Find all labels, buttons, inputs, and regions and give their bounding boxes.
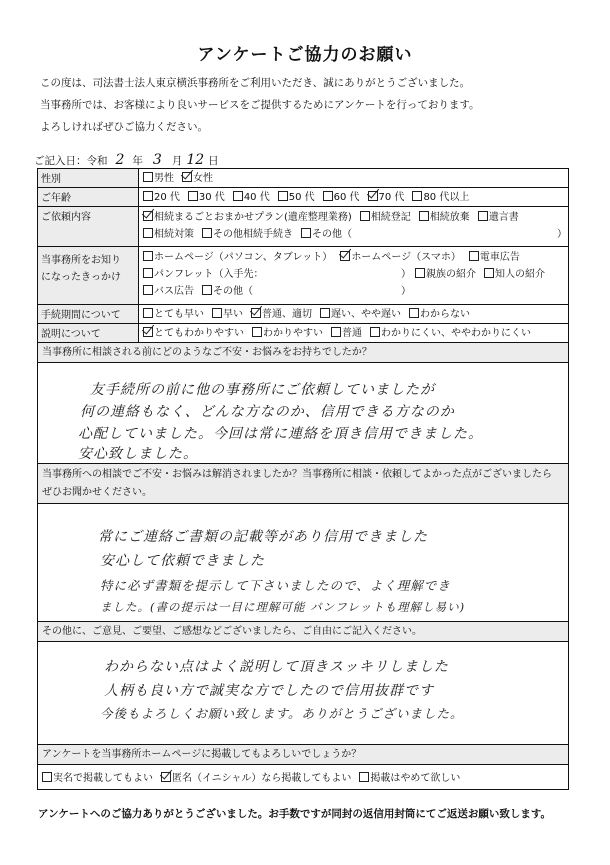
answer-3[interactable] bbox=[38, 642, 568, 745]
answer-1-line-2: 何の連絡もなく、どんな方なのか、信用できる方なのか bbox=[80, 404, 455, 420]
checkbox-checked[interactable] bbox=[182, 172, 192, 182]
option-3[interactable] bbox=[478, 209, 519, 226]
checkbox[interactable] bbox=[478, 211, 488, 221]
option-label: 普通、適切 bbox=[262, 309, 312, 320]
checkbox[interactable] bbox=[323, 191, 333, 201]
option-1[interactable] bbox=[161, 769, 351, 784]
label-period: 手続期間について bbox=[38, 305, 139, 323]
option-label: ホームページ（パソコン、タブレット） bbox=[154, 252, 333, 263]
answer-2-line-4: ました。(書の提示は一目に理解可能 パンフレットも理解し易い) bbox=[100, 600, 466, 614]
option-0[interactable] bbox=[415, 266, 476, 283]
answer-1-line-3: 心配していました。今回は常に連絡を頂き信用できました。 bbox=[78, 426, 483, 442]
row-age bbox=[38, 188, 568, 207]
checkbox[interactable] bbox=[278, 191, 288, 201]
answer-1-line-4: 安心致しました。 bbox=[78, 446, 198, 462]
source-close-paren: ） bbox=[401, 286, 411, 297]
answer-2-line-2: 安心して依頼できました bbox=[100, 553, 265, 569]
option-4[interactable] bbox=[409, 306, 470, 323]
option-label: 相続登記 bbox=[370, 212, 411, 223]
option-3[interactable] bbox=[370, 325, 531, 342]
checkbox[interactable] bbox=[202, 285, 212, 295]
option-5[interactable] bbox=[368, 189, 405, 206]
checkbox[interactable] bbox=[202, 228, 212, 238]
option-label: 女性 bbox=[193, 173, 213, 184]
survey-form bbox=[37, 168, 569, 790]
request-options-1 bbox=[143, 209, 564, 226]
option-label: わかりにくい、ややわかりにくい bbox=[381, 328, 531, 339]
label-source: 当事務所をお知り になったきっかけ bbox=[38, 247, 139, 304]
gender-options bbox=[143, 170, 564, 187]
option-2[interactable] bbox=[331, 325, 362, 342]
option-1[interactable] bbox=[212, 306, 243, 323]
answer-1-line-1: 友手続所の前に他の事務所にご依頼していましたが bbox=[90, 382, 435, 398]
option-label: 親族の紹介 bbox=[426, 269, 476, 280]
option-1[interactable] bbox=[202, 283, 253, 300]
checkbox[interactable] bbox=[469, 251, 479, 261]
option-label: その他（ bbox=[312, 229, 352, 240]
checkbox[interactable] bbox=[415, 268, 425, 278]
option-label: とても早い bbox=[154, 309, 204, 320]
option-3[interactable] bbox=[320, 306, 401, 323]
option-0[interactable] bbox=[143, 189, 180, 206]
intro-line-1: この度は、司法書士法人東京横浜事務所をご利用いただき、誠にありがとうございました。 bbox=[40, 77, 471, 89]
option-1[interactable] bbox=[340, 249, 461, 266]
checkbox-checked[interactable] bbox=[161, 772, 171, 782]
pamphlet-close-paren: ） bbox=[401, 269, 411, 280]
checkbox[interactable] bbox=[143, 191, 153, 201]
label-explanation: 説明について bbox=[38, 324, 139, 342]
option-label: 相続対策 bbox=[154, 229, 194, 240]
option-0[interactable] bbox=[143, 226, 194, 243]
option-2[interactable] bbox=[359, 769, 460, 784]
row-gender bbox=[38, 169, 568, 188]
option-label: 相続放棄 bbox=[429, 212, 470, 223]
answer-2-line-3: 特に必ず書類を提示して下さいましたので、よく理解でき bbox=[100, 578, 451, 593]
option-label: 50 代 bbox=[288, 192, 315, 203]
option-label: わからない bbox=[420, 309, 470, 320]
option-label: 知人の紹介 bbox=[495, 269, 545, 280]
option-label: その他相続手続き bbox=[213, 229, 293, 240]
page-title: アンケートご協力のお願い bbox=[197, 45, 413, 65]
option-label: 匿名（イニシャル）なら掲載してもよい bbox=[172, 773, 352, 784]
option-2[interactable] bbox=[251, 306, 312, 323]
intro-line-3: よろしければぜひご協力ください。 bbox=[40, 121, 208, 133]
label-age: ご年齢 bbox=[38, 188, 139, 206]
checkbox[interactable] bbox=[412, 191, 422, 201]
checkbox[interactable] bbox=[212, 308, 222, 318]
entry-date: ご記入日：令和 2 年 3 月 12 日 bbox=[34, 152, 219, 168]
source-options-1 bbox=[143, 249, 564, 266]
checkbox-checked[interactable] bbox=[143, 327, 153, 337]
option-label: バス広告 bbox=[154, 286, 194, 297]
option-label: 男性 bbox=[154, 173, 174, 184]
option-2[interactable] bbox=[233, 189, 270, 206]
checkbox[interactable] bbox=[143, 308, 153, 318]
option-label: 電車広告 bbox=[479, 252, 520, 263]
option-2[interactable] bbox=[419, 209, 470, 226]
checkbox-checked[interactable] bbox=[368, 191, 378, 201]
row-explanation bbox=[38, 324, 568, 343]
option-4[interactable] bbox=[323, 189, 360, 206]
question-2: 当事務所への相談でご不安・お悩みは解消されましたか？当事務所に相談・依頼してよかった点がございましたら ぜひお聞かせください。 bbox=[38, 464, 568, 504]
answer-2-line-1: 常にご連絡ご書類の記載等があり信用できました bbox=[98, 529, 428, 545]
source-options-3 bbox=[143, 286, 261, 297]
option-label: 普通 bbox=[342, 328, 362, 339]
period-options bbox=[143, 306, 564, 323]
option-0[interactable] bbox=[143, 249, 332, 266]
option-1[interactable] bbox=[252, 325, 323, 342]
checkbox[interactable] bbox=[233, 191, 243, 201]
option-label: 60 代 bbox=[333, 192, 360, 203]
checkbox-checked[interactable] bbox=[340, 251, 350, 261]
option-0[interactable] bbox=[143, 306, 204, 323]
age-options bbox=[143, 189, 564, 206]
option-6[interactable] bbox=[412, 189, 469, 206]
option-label: 80 代以上 bbox=[423, 192, 470, 203]
option-3[interactable] bbox=[278, 189, 315, 206]
option-label: 70 代 bbox=[378, 192, 405, 203]
option-label: とてもわかりやすい bbox=[154, 328, 244, 339]
option-0[interactable] bbox=[143, 209, 352, 226]
explanation-options bbox=[143, 325, 564, 342]
option-label: 40 代 bbox=[243, 192, 270, 203]
checkbox[interactable] bbox=[370, 327, 380, 337]
checkbox[interactable] bbox=[360, 211, 370, 221]
option-label: 相続まるごとおまかせプラン(遺産整理業務) bbox=[154, 212, 352, 223]
checkbox[interactable] bbox=[484, 268, 494, 278]
source-options-2b bbox=[415, 266, 553, 283]
checkbox[interactable] bbox=[331, 327, 341, 337]
checkbox[interactable] bbox=[409, 308, 419, 318]
option-label: その他（ bbox=[213, 286, 253, 297]
option-0[interactable] bbox=[42, 769, 153, 784]
option-label: 30 代 bbox=[198, 192, 225, 203]
checkbox[interactable] bbox=[143, 172, 153, 182]
publish-question: アンケートを当事務所ホームページに掲載してもよろしいでしょうか？ bbox=[38, 745, 568, 765]
checkbox[interactable] bbox=[143, 285, 153, 295]
option-label: 早い bbox=[223, 309, 243, 320]
checkbox[interactable] bbox=[359, 772, 369, 782]
answer-3-line-1: わからない点はよく説明して頂きスッキリしました bbox=[104, 659, 449, 675]
source-pamphlet-option[interactable]: パンフレット（入手先： bbox=[143, 266, 264, 283]
answer-3-line-3: 今後もよろしくお願い致します。ありがとうございました。 bbox=[100, 706, 464, 721]
option-1[interactable] bbox=[360, 209, 411, 226]
option-2[interactable] bbox=[469, 249, 520, 266]
option-0[interactable] bbox=[143, 170, 174, 187]
footer-note: アンケートへのご協力ありがとうございました。お手数ですが同封の返信用封筒にてご返送お願い致します。 bbox=[38, 808, 552, 820]
option-1[interactable] bbox=[182, 170, 213, 187]
option-0[interactable] bbox=[143, 325, 244, 342]
option-label: ホームページ（スマホ） bbox=[351, 252, 461, 263]
publish-options bbox=[38, 765, 568, 789]
answer-3-line-2: 人柄も良い方で誠実な方でしたので信用抜群です bbox=[104, 683, 434, 699]
checkbox[interactable] bbox=[188, 191, 198, 201]
checkbox[interactable] bbox=[143, 268, 153, 278]
checkbox[interactable] bbox=[252, 327, 262, 337]
checkbox[interactable] bbox=[42, 772, 52, 782]
option-1[interactable] bbox=[188, 189, 225, 206]
option-label: 遺言書 bbox=[488, 212, 519, 223]
checkbox[interactable] bbox=[143, 251, 153, 261]
checkbox[interactable] bbox=[143, 228, 153, 238]
option-label: わかりやすい bbox=[263, 328, 323, 339]
checkbox-checked[interactable] bbox=[251, 308, 261, 318]
option-0[interactable] bbox=[143, 283, 194, 300]
request-close-paren: ） bbox=[557, 229, 567, 240]
request-options-2 bbox=[143, 229, 360, 240]
row-request bbox=[38, 207, 568, 247]
row-period bbox=[38, 305, 568, 324]
answer-2[interactable] bbox=[38, 504, 568, 622]
option-1[interactable] bbox=[484, 266, 545, 283]
checkbox-checked[interactable] bbox=[143, 211, 153, 221]
option-label: 掲載はやめて欲しい bbox=[370, 773, 461, 784]
question-1: 当事務所に相談される前にどのようなご不安・お悩みをお持ちでしたか？ bbox=[38, 343, 568, 363]
option-2[interactable] bbox=[301, 226, 352, 243]
row-source bbox=[38, 247, 568, 305]
option-label: 実名で掲載してもよい bbox=[53, 773, 153, 784]
question-3: その他に、ご意見、ご要望、ご感想などございましたら、ご自由にご記入ください。 bbox=[38, 622, 568, 642]
checkbox[interactable] bbox=[419, 211, 429, 221]
option-1[interactable] bbox=[202, 226, 293, 243]
checkbox[interactable] bbox=[320, 308, 330, 318]
checkbox[interactable] bbox=[301, 228, 311, 238]
option-label: 20 代 bbox=[154, 192, 180, 203]
label-gender: 性別 bbox=[38, 169, 139, 187]
intro-line-2: 当事務所では、お客様により良いサービスをご提供するためにアンケートを行っております。 bbox=[40, 99, 480, 111]
option-label: 遅い、やや遅い bbox=[331, 309, 401, 320]
answer-1[interactable] bbox=[38, 363, 568, 464]
label-request: ご依頼内容 bbox=[38, 207, 139, 246]
